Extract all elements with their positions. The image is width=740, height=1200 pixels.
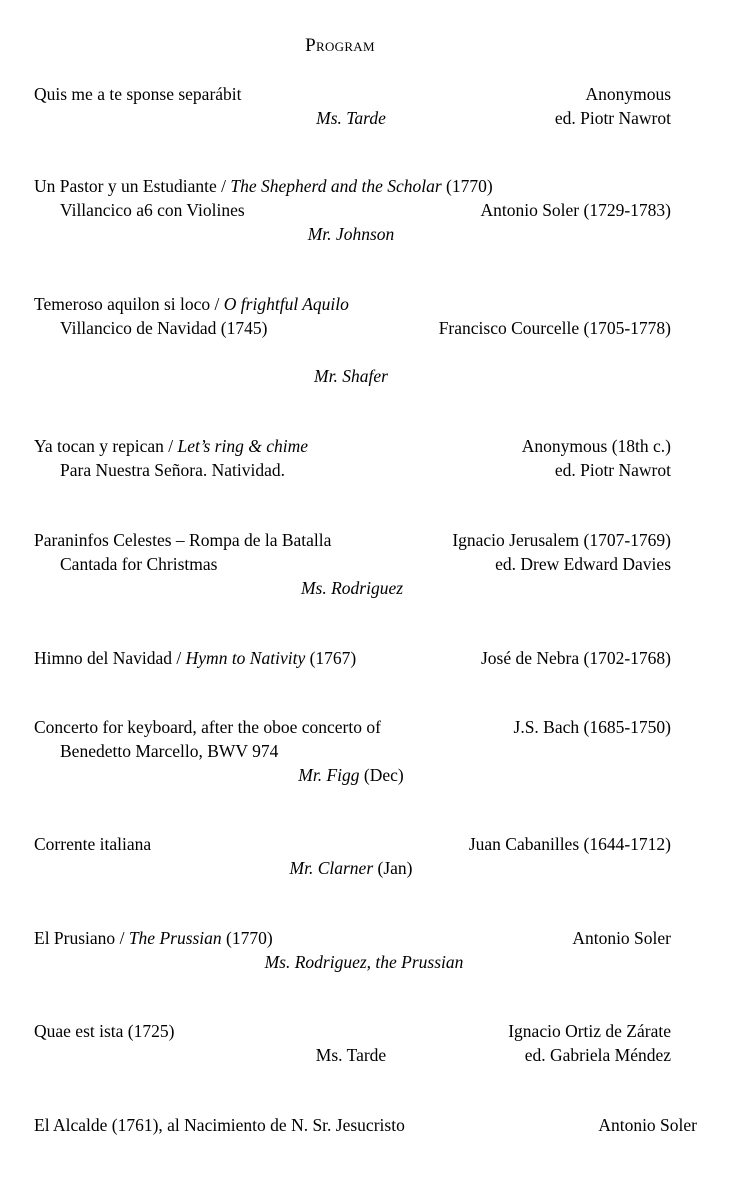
work-title-english: Let’s ring & chime bbox=[177, 436, 308, 456]
performer: Mr. Figg bbox=[298, 765, 360, 785]
composer: Francisco Courcelle (1705-1778) bbox=[438, 318, 671, 338]
work-title-spanish: Un Pastor y un Estudiante bbox=[34, 176, 217, 196]
editor: ed. Piotr Nawrot bbox=[554, 108, 671, 128]
title-separator: / bbox=[210, 294, 224, 314]
composer: Antonio Soler bbox=[598, 1115, 697, 1135]
work-title: El Alcalde (1761), al Nacimiento de N. Sr. Jesucristo bbox=[34, 1115, 405, 1135]
work-title-spanish: Himno del Navidad bbox=[34, 648, 173, 668]
work-title-spanish: Ya tocan y repican bbox=[34, 436, 164, 456]
editor: ed. Gabriela Méndez bbox=[524, 1045, 671, 1065]
work-title: Quae est ista (1725) bbox=[34, 1021, 175, 1041]
program-entry bbox=[34, 434, 671, 482]
title-separator: / bbox=[172, 648, 186, 668]
performer: Ms. Rodriguez, the Prussian bbox=[264, 952, 464, 972]
title-separator: / bbox=[115, 928, 129, 948]
work-title: Corrente italiana bbox=[34, 834, 152, 854]
work-subtitle: Benedetto Marcello, BWV 974 bbox=[60, 741, 279, 761]
work-year: (1767) bbox=[305, 648, 357, 668]
work-title: Quis me a te sponse separábit bbox=[34, 84, 242, 104]
work-subtitle: Cantada for Christmas bbox=[60, 554, 218, 574]
program-entry bbox=[34, 832, 671, 880]
program-entry bbox=[34, 82, 671, 130]
program-entry bbox=[34, 646, 671, 670]
composer: José de Nebra (1702-1768) bbox=[480, 648, 671, 668]
title-separator: / bbox=[163, 436, 178, 456]
program-entry bbox=[34, 1113, 697, 1137]
work-title-english: O frightful Aquilo bbox=[223, 294, 349, 314]
composer: Antonio Soler bbox=[572, 928, 671, 948]
work-subtitle: Para Nuestra Señora. Natividad. bbox=[60, 460, 285, 480]
composer: Juan Cabanilles (1644-1712) bbox=[468, 834, 671, 854]
page-title: Program bbox=[305, 35, 375, 56]
program-entry bbox=[34, 715, 671, 787]
program-entry bbox=[34, 292, 671, 388]
program-entry bbox=[34, 926, 671, 974]
work-title-spanish: Temeroso aquilon si loco bbox=[34, 294, 211, 314]
performer-note: (Jan) bbox=[373, 858, 413, 878]
performer: Mr. Shafer bbox=[314, 366, 388, 386]
program-entry bbox=[34, 1019, 671, 1067]
work-year: (1770) bbox=[441, 176, 493, 196]
composer: J.S. Bach (1685-1750) bbox=[513, 717, 671, 737]
editor: ed. Drew Edward Davies bbox=[495, 554, 671, 574]
work-title-english: Hymn to Nativity bbox=[185, 648, 306, 668]
work-subtitle: Villancico de Navidad (1745) bbox=[60, 318, 268, 338]
program-entry bbox=[34, 528, 671, 600]
performer: Ms. Tarde bbox=[315, 1045, 387, 1065]
work-title: Paraninfos Celestes – Rompa de la Batalla bbox=[34, 530, 332, 550]
work-title: Concerto for keyboard, after the oboe concerto of bbox=[34, 717, 381, 737]
performer-note: (Dec) bbox=[359, 765, 404, 785]
program-entry bbox=[34, 174, 671, 246]
work-subtitle: Villancico a6 con Violines bbox=[60, 200, 245, 220]
composer: Anonymous (18th c.) bbox=[521, 436, 671, 456]
composer: Anonymous bbox=[585, 84, 671, 104]
performer: Ms. Rodriguez bbox=[300, 578, 404, 598]
performer: Mr. Clarner bbox=[289, 858, 374, 878]
composer: Ignacio Ortiz de Zárate bbox=[508, 1021, 671, 1041]
editor: ed. Piotr Nawrot bbox=[554, 460, 671, 480]
work-title-spanish: El Prusiano bbox=[34, 928, 116, 948]
composer: Ignacio Jerusalem (1707-1769) bbox=[452, 530, 671, 550]
work-title-english: The Shepherd and the Scholar bbox=[230, 176, 442, 196]
work-title-english: The Prussian bbox=[128, 928, 222, 948]
work-year: (1770) bbox=[221, 928, 273, 948]
title-separator: / bbox=[216, 176, 231, 196]
composer: Antonio Soler (1729-1783) bbox=[480, 200, 671, 220]
performer: Ms. Tarde bbox=[316, 108, 386, 128]
performer: Mr. Johnson bbox=[307, 224, 395, 244]
